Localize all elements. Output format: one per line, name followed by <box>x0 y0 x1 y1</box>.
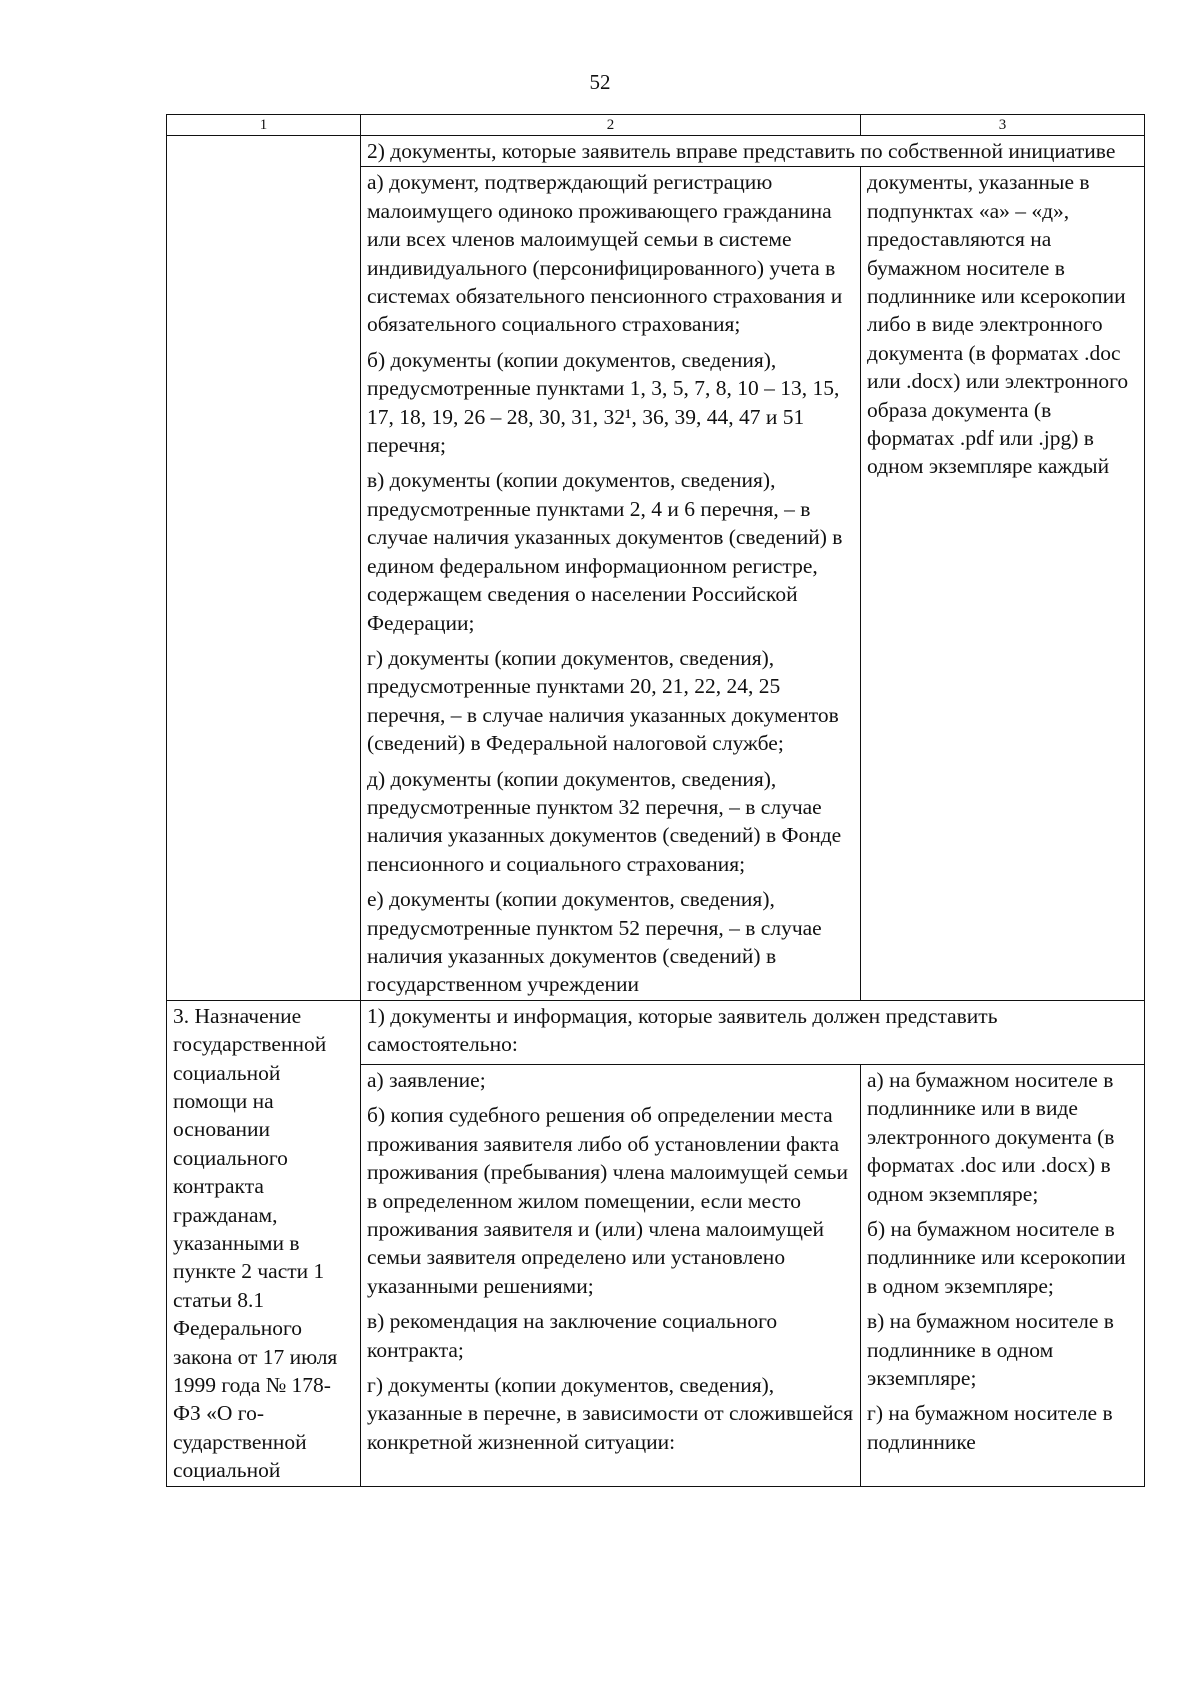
list-item: б) копия судебного решения об определении места проживания заявителя либо об установлении факта проживания (пребывания) члена малоимущей семьи в определенном жилом помещении, если место проживания заявителя и (или) члена малоимущей семьи заявителя определено или установлено указанными решениями; <box>367 1103 848 1298</box>
list-item: б) на бумажном носителе в подлиннике или ксерокопии в одном экземпляре; <box>867 1216 1126 1298</box>
section-heading-optional-documents: 2) документы, которые заявитель вправе представить по собственной инициативе <box>361 136 1145 167</box>
list-item: г) документы (копии документов, сведения), указанные в перечне, в зависимости от сложившейся конкретной жизненной ситуации: <box>367 1372 854 1454</box>
list-item: д) документы (копии документов, сведения), предусмотренные пунктом 32 перечня, – в случае наличия указанных документов (сведений) в Фонде пенсионного и социального страхования; <box>367 766 842 876</box>
table-row <box>167 1000 1145 1064</box>
required-documents-list <box>361 1064 861 1486</box>
table-row <box>167 136 1145 167</box>
table-header-row <box>167 115 1145 136</box>
requirements-table <box>166 114 1145 1487</box>
page-number: 52 <box>589 70 611 94</box>
list-item: е) документы (копии документов, сведения), предусмотренные пунктом 52 перечня, – в случае наличия указанных документов (сведений) в государственном учреждении <box>367 887 822 997</box>
list-item: в) рекомендация на заключение социального контракта; <box>367 1309 778 1362</box>
submission-format-cell: документы, указанные в подпунктах «а» – «д», предоставляются на бумажном носителе в подлиннике или ксерокопии либо в виде электронного документа (в форматах .doc или .docx) или электронного образа документа (в форматах .pdf или .jpg) в одном экземпляре каждый <box>861 167 1145 1000</box>
list-item: г) документы (копии документов, сведения), предусмотренные пунктами 20, 21, 22, 24, 25 перечня, – в случае наличия указанных документов (сведений) в Федеральной налоговой службе; <box>367 645 839 756</box>
list-item: г) на бумажном носителе в подлиннике <box>867 1401 1113 1454</box>
optional-documents-list <box>361 167 861 1000</box>
list-item: а) заявление; <box>367 1067 486 1092</box>
list-item: в) документы (копии документов, сведения), предусмотренные пунктами 2, 4 и 6 перечня, – в случае наличия указанных документов (сведений) в едином федеральном информационном регистре, содержащем сведения о населении Российской Федерации; <box>367 468 843 635</box>
service-name-cell: 3. Назначение государственной социальной помощи на основании социального контракта гражданам, указанными в пункте 2 части 1 статьи 8.1 Федерального закона от 17 июля 1999 года № 178-ФЗ «О го-сударственной социальной <box>167 1000 361 1486</box>
column-number-2: 2 <box>361 115 861 136</box>
list-item: а) документ, подтверждающий регистрацию малоимущего одиноко проживающего гражданина или всех членов малоимущей семьи в системе индивидуального (персонифицированного) учета в системах обязательного пенсионного страхования и обязательного социального страхования; <box>367 170 843 337</box>
column-number-1: 1 <box>167 115 361 136</box>
column-number-3: 3 <box>861 115 1145 136</box>
section-heading-required-documents: 1) документы и информация, которые заявитель должен представить самостоятельно: <box>361 1000 1145 1064</box>
service-name-cell-empty <box>167 136 361 1001</box>
list-item: а) на бумажном носителе в подлиннике или в виде электронного документа (в форматах .doc или .docx) в одном экземпляре; <box>867 1067 1115 1206</box>
list-item: в) на бумажном носителе в подлиннике в одном экземпляре; <box>867 1309 1114 1390</box>
submission-formats-list <box>861 1064 1145 1486</box>
list-item: б) документы (копии документов, сведения), предусмотренные пунктами 1, 3, 5, 7, 8, 10 – 13, 15, 17, 18, 19, 26 – 28, 30, 31, 32¹, 36, 39, 44, 47 и 51 перечня; <box>367 347 840 458</box>
